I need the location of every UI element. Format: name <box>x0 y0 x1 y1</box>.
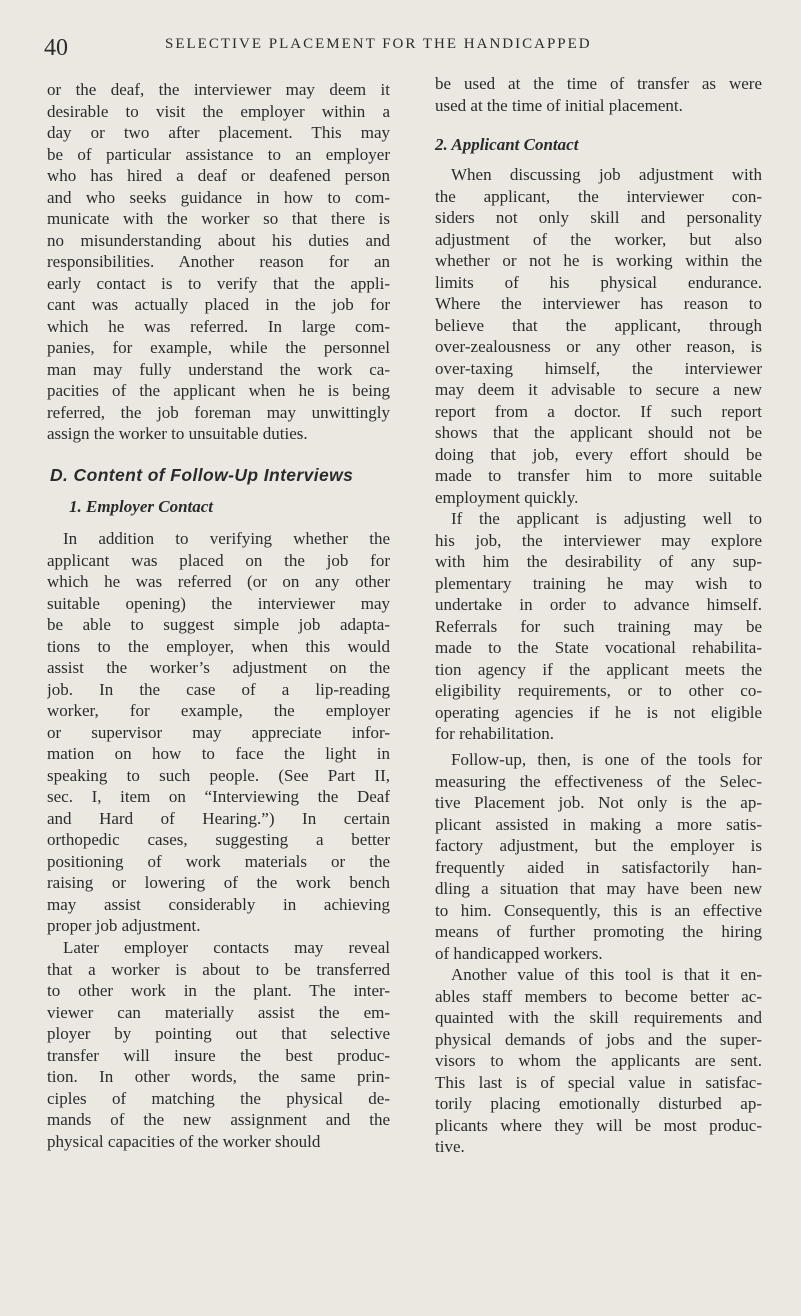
text-line: tive. <box>435 1137 465 1156</box>
text-line: may assist considerably in achieving <box>47 894 390 914</box>
text-line: plicants where they will be most produc- <box>435 1115 762 1135</box>
text-line: adjustment of the worker, but also <box>435 229 762 249</box>
text-line: that a worker is about to be transferred <box>47 959 390 979</box>
text-line: limits of his physical endurance. <box>435 272 762 292</box>
text-line: made to transfer him to more suitable <box>435 466 762 485</box>
right-paragraph-4 <box>435 964 762 1158</box>
text-line: positioning of work materials or the <box>47 851 390 871</box>
text-line: operating agencies if he is not eligible <box>435 702 762 722</box>
text-line: tion agency if the applicant meets the <box>435 659 762 679</box>
text-line: be of particular assistance to an employer <box>47 144 390 164</box>
left-paragraph-1 <box>47 528 390 937</box>
text-line: raising or lowering of the work bench <box>47 873 390 892</box>
text-line: over-taxing himself, the interviewer <box>435 358 762 378</box>
text-line: mands of the new assignment and the <box>47 1110 390 1129</box>
text-line: desirable to visit the employer within a <box>47 101 390 121</box>
text-line: tion. In other words, the same prin- <box>47 1067 390 1086</box>
text-line: over-zealousness or any other reason, is <box>435 337 762 356</box>
text-line: with him the desirability of any sup- <box>435 552 762 571</box>
text-line: When discussing job adjustment with <box>451 165 762 184</box>
text-line: pacities of the applicant when he is being <box>47 381 390 400</box>
text-line: referred, the job foreman may unwittingly <box>47 402 390 422</box>
right-paragraph-1 <box>435 164 762 508</box>
text-line: his job, the interviewer may explore <box>435 530 762 550</box>
text-line: and Hard of Hearing.”) In certain <box>47 808 390 828</box>
text-line: ployer by pointing out that selective <box>47 1024 390 1043</box>
text-line: to other work in the plant. The inter- <box>47 981 390 1000</box>
text-line: made to the State vocational rehabilita- <box>435 638 762 657</box>
right-paragraph-3 <box>435 749 762 964</box>
text-line: assist the worker’s adjustment on the <box>47 658 390 677</box>
text-line: applicant was placed on the job for <box>47 550 390 570</box>
text-line: suitable opening) the interviewer may <box>47 593 390 613</box>
text-line: be used at the time of transfer as were <box>435 74 762 93</box>
text-line: which he was referred (or on any other <box>47 572 390 591</box>
text-line: Later employer contacts may reveal <box>63 938 390 957</box>
text-line: factory adjustment, but the employer is <box>435 836 762 855</box>
text-line: whether or not he is working within the <box>435 251 762 270</box>
left-intro-paragraph <box>47 79 390 445</box>
text-line: plicant assisted in making a more satis- <box>435 814 762 834</box>
text-line: which he was referred. In large com- <box>47 316 390 336</box>
text-line: employment quickly. <box>435 487 579 507</box>
text-line: of handicapped workers. <box>435 943 603 963</box>
text-line: shows that the applicant should not be <box>435 423 762 442</box>
text-line: This last is of special value in satisfac- <box>435 1072 762 1092</box>
text-line: tive Placement job. Not only is the ap- <box>435 793 762 812</box>
text-line: Follow-up, then, is one of the tools for <box>451 750 762 769</box>
section-heading: D. Content of Follow-Up Interviews <box>50 465 354 485</box>
text-line: assign the worker to unsuitable duties. <box>47 424 308 443</box>
text-line: If the applicant is adjusting well to <box>451 509 762 528</box>
text-line: siders not only skill and personality <box>435 208 762 227</box>
text-line: proper job adjustment. <box>47 916 201 935</box>
text-line: viewer can materially assist the em- <box>47 1002 390 1022</box>
text-line: no misunderstanding about his duties and <box>47 230 390 250</box>
text-line: Another value of this tool is that it en- <box>451 965 762 984</box>
text-line: frequently aided in satisfactorily han- <box>435 857 762 877</box>
left-paragraph-2 <box>47 937 390 1152</box>
text-line: or the deaf, the interviewer may deem it <box>47 80 390 99</box>
text-line: measuring the effectiveness of the Selec- <box>435 771 762 791</box>
right-intro-paragraph <box>435 73 762 116</box>
text-line: responsibilities. Another reason for an <box>47 252 390 271</box>
right-paragraph-2 <box>435 508 762 745</box>
text-line: torily placing emotionally disturbed ap- <box>435 1094 762 1113</box>
text-line: job. In the case of a lip-reading <box>47 679 390 699</box>
text-line: early contact is to verify that the appli- <box>47 273 390 293</box>
text-line: dling a situation that may have been new <box>435 879 762 898</box>
text-line: worker, for example, the employer <box>47 701 390 720</box>
text-line: visors to whom the applicants are sent. <box>435 1051 762 1070</box>
text-line: doing that job, every effort should be <box>435 444 762 464</box>
text-line: Referrals for such training may be <box>435 616 762 636</box>
text-line: ciples of matching the physical de- <box>47 1088 390 1108</box>
text-line: and who seeks guidance in how to com- <box>47 187 390 207</box>
text-line: speaking to such people. (See Part II, <box>47 765 390 785</box>
text-line: day or two after placement. This may <box>47 123 390 142</box>
text-line: panies, for example, while the personnel <box>47 338 390 357</box>
text-line: quainted with the skill requirements and <box>435 1008 762 1027</box>
subheading-applicant-contact: 2. Applicant Contact <box>435 135 579 154</box>
text-line: physical capacities of the worker should <box>47 1131 321 1151</box>
text-line: report from a doctor. If such report <box>435 401 762 421</box>
text-line: orthopedic cases, suggesting a better <box>47 830 390 849</box>
text-line: means of further promoting the hiring <box>435 922 762 941</box>
text-line: eligibility requirements, or to other co- <box>435 681 762 700</box>
subheading-employer-contact: 1. Employer Contact <box>69 497 214 516</box>
text-line: may deem it advisable to secure a new <box>435 380 762 399</box>
text-line: physical demands of jobs and the super- <box>435 1029 762 1049</box>
text-line: undertake in order to advance himself. <box>435 595 762 614</box>
running-title: SELECTIVE PLACEMENT FOR THE HANDICAPPED <box>165 36 592 52</box>
text-line: the applicant, the interviewer con- <box>435 186 762 206</box>
text-line: Where the interviewer has reason to <box>435 294 762 313</box>
text-line: or supervisor may appreciate infor- <box>47 722 390 742</box>
text-line: for rehabilitation. <box>435 724 554 743</box>
text-line: ables staff members to become better ac- <box>435 986 762 1006</box>
text-line: mation on how to face the light in <box>47 744 390 763</box>
text-line: used at the time of initial placement. <box>435 95 683 115</box>
text-line: believe that the applicant, through <box>435 315 762 335</box>
text-line: In addition to verifying whether the <box>63 529 390 548</box>
text-line: who has hired a deaf or deafened person <box>47 166 390 185</box>
text-line: cant was actually placed in the job for <box>47 295 390 314</box>
text-line: tions to the employer, when this would <box>47 636 390 656</box>
text-line: be able to suggest simple job adapta- <box>47 615 390 634</box>
text-line: sec. I, item on “Interviewing the Deaf <box>47 787 390 806</box>
text-line: man may fully understand the work ca- <box>47 359 390 379</box>
text-line: plementary training he may wish to <box>435 573 762 593</box>
text-line: municate with the worker so that there is <box>47 209 390 228</box>
text-line: transfer will insure the best produc- <box>47 1045 390 1065</box>
text-line: to him. Consequently, this is an effective <box>435 900 762 920</box>
page-number: 40 <box>44 35 68 61</box>
